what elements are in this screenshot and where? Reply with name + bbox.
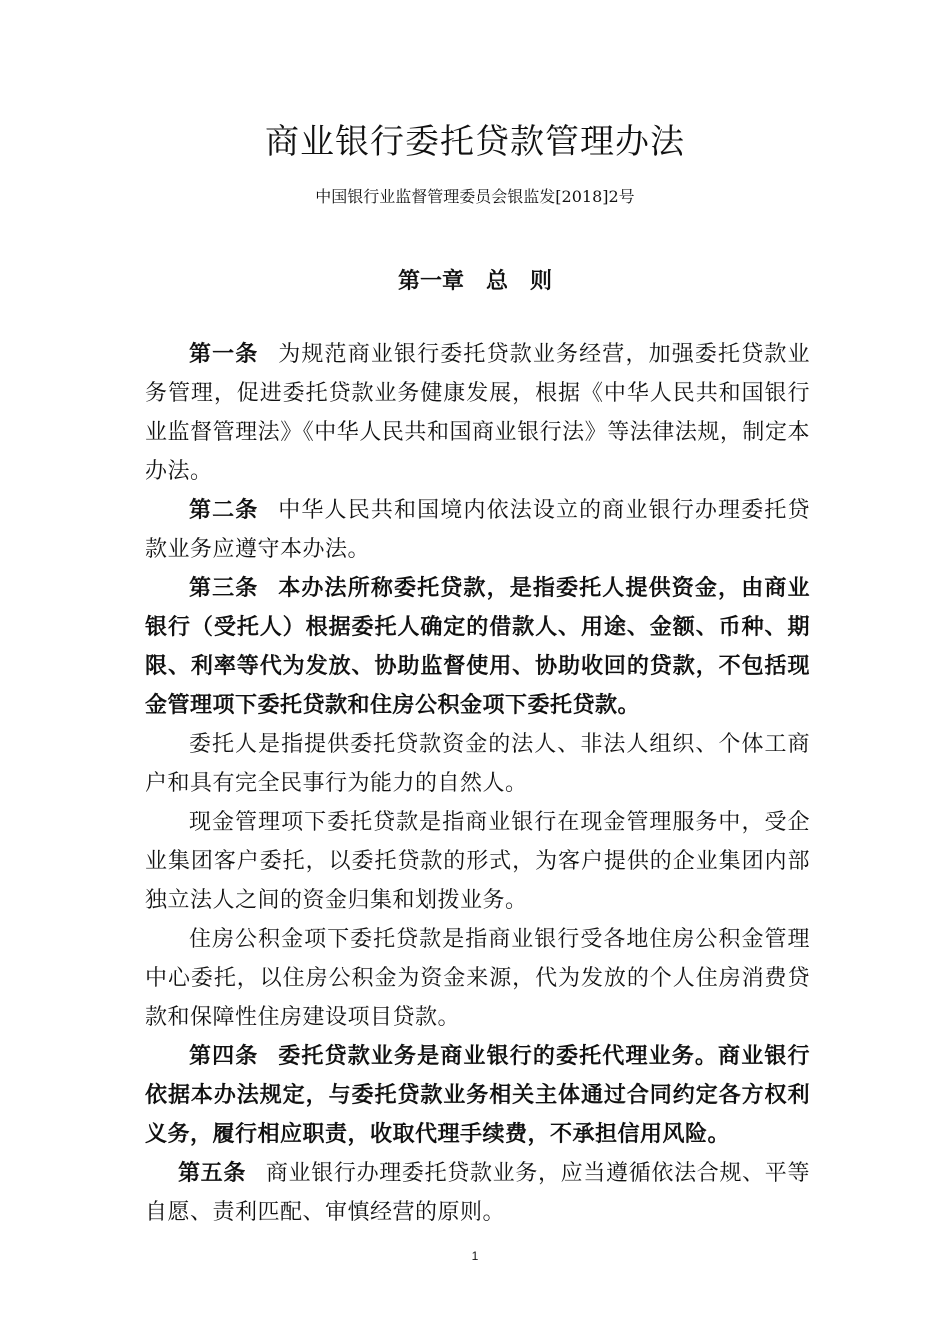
article-text: 中华人民共和国境内依法设立的商业银行办理委托贷款业务应遵守本办法。 xyxy=(145,498,810,562)
article-label: 第一条 xyxy=(189,342,259,367)
definition-paragraph-cash-management xyxy=(145,803,810,920)
issuer-line: 中国银行业监督管理委员会银监发[2018]2号 xyxy=(315,187,635,206)
article-4-paragraph xyxy=(145,1037,810,1154)
paragraph-text: 委托人是指提供委托贷款资金的法人、非法人组织、个体工商户和具有完全民事行为能力的自然人。 xyxy=(145,732,810,796)
article-2-paragraph xyxy=(145,491,810,569)
article-1-paragraph xyxy=(145,335,810,491)
paragraph-text: 住房公积金项下委托贷款是指商业银行受各地住房公积金管理中心委托，以住房公积金为资金来源，代为发放的个人住房消费贷款和保障性住房建设项目贷款。 xyxy=(145,927,810,1030)
page-number: 1 xyxy=(471,1249,479,1263)
definition-paragraph-housing-fund xyxy=(145,920,810,1037)
article-text: 为规范商业银行委托贷款业务经营，加强委托贷款业务管理，促进委托贷款业务健康发展，根据《中华人民共和国银行业监督管理法》《中华人民共和国商业银行法》等法律法规，制定本办法。 xyxy=(145,342,810,484)
article-5-paragraph xyxy=(145,1154,810,1232)
article-text: 本办法所称委托贷款，是指委托人提供资金，由商业银行（受托人）根据委托人确定的借款人、用途、金额、币种、期限、利率等代为发放、协助监督使用、协助收回的贷款，不包括现金管理项下委托贷款和住房公积金项下委托贷款。 xyxy=(145,576,810,718)
definition-paragraph-principal xyxy=(145,725,810,803)
article-label: 第三条 xyxy=(189,576,259,601)
article-label: 第五条 xyxy=(178,1161,247,1186)
article-text: 商业银行办理委托贷款业务，应当遵循依法合规、平等自愿、责利匹配、审慎经营的原则。 xyxy=(145,1161,810,1225)
article-label: 第二条 xyxy=(189,498,259,523)
chapter-heading: 第一章 总 则 xyxy=(397,269,552,294)
article-text: 委托贷款业务是商业银行的委托代理业务。商业银行依据本办法规定，与委托贷款业务相关主体通过合同约定各方权利义务，履行相应职责，收取代理手续费，不承担信用风险。 xyxy=(145,1044,810,1147)
document-title: 商业银行委托贷款管理办法 xyxy=(265,122,685,162)
paragraph-text: 现金管理项下委托贷款是指商业银行在现金管理服务中，受企业集团客户委托，以委托贷款的形式，为客户提供的企业集团内部独立法人之间的资金归集和划拨业务。 xyxy=(145,810,810,913)
article-label: 第四条 xyxy=(189,1044,259,1069)
article-3-paragraph xyxy=(145,569,810,725)
document-body xyxy=(145,335,810,1232)
